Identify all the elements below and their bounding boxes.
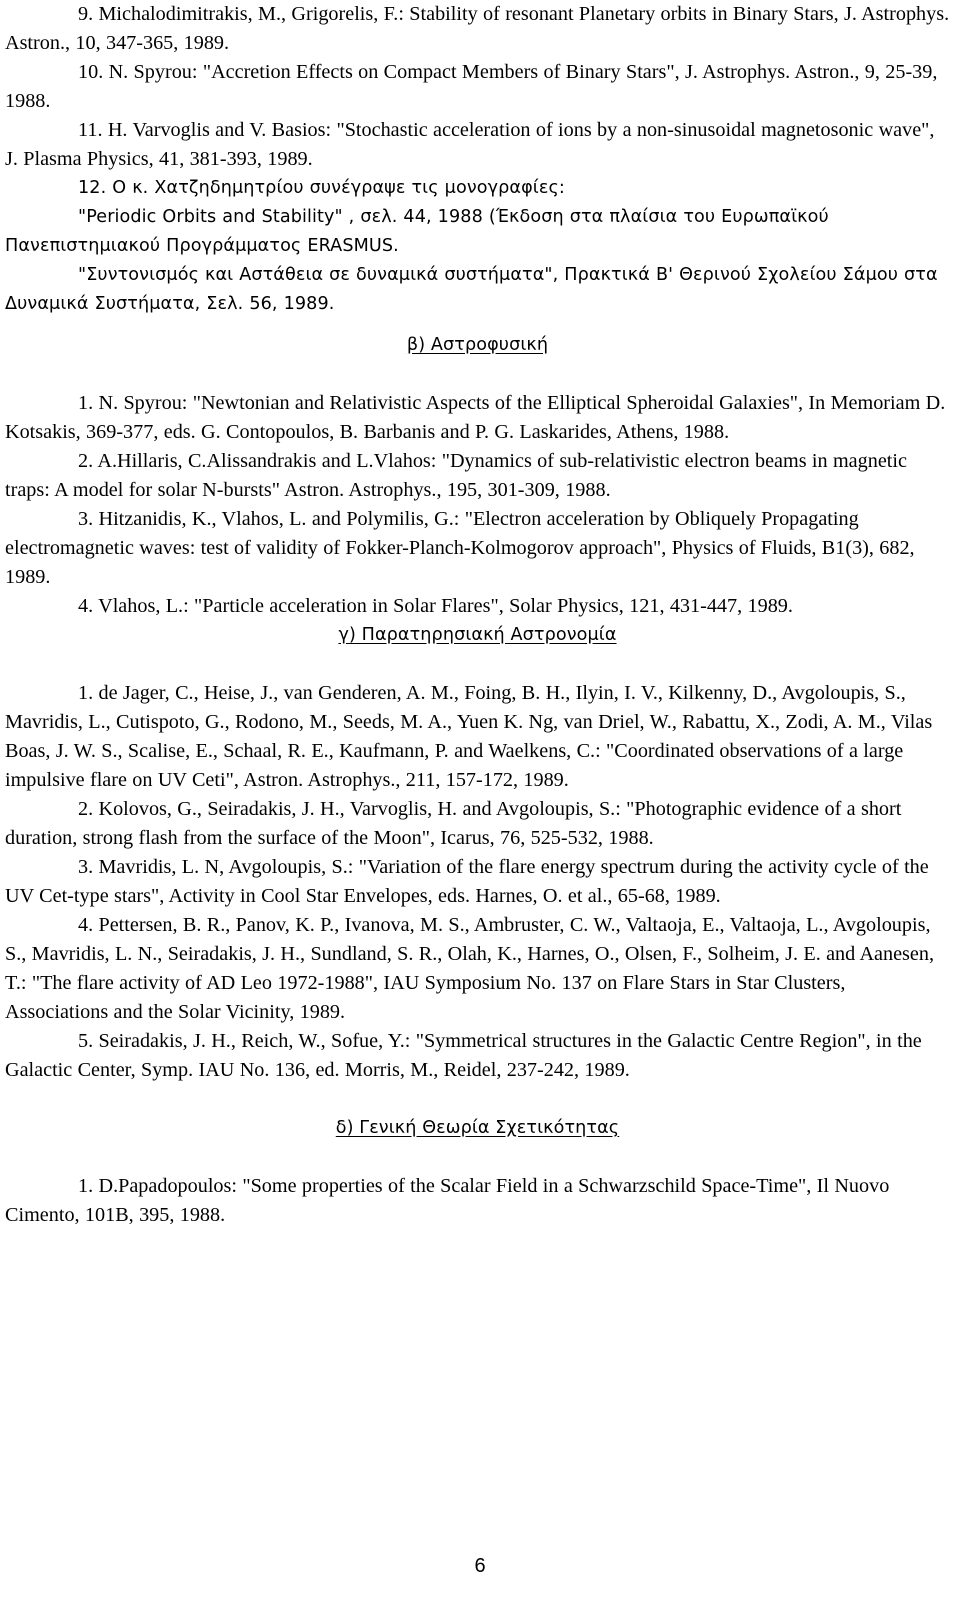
reference-entry: 3. Mavridis, L. N, Avgoloupis, S.: "Variation of the flare energy spectrum during the activity cycle of the UV Cet-type stars", Activity in Cool Star Envelopes, eds. Harnes, O. et al., 65-68, 1989. [5, 856, 929, 907]
reference-entry: 3. Hitzanidis, K., Vlahos, L. and Polymilis, G.: "Electron acceleration by Obliquely Propagating electromagnetic waves: test of validity of Fokker-Planch-Kolmogorov approach", Physics of Fluids, B1(3), 682, 1989. [5, 508, 915, 588]
reference-entry: 2. A.Hillaris, C.Alissandrakis and L.Vlahos: "Dynamics of sub-relativistic electron beams in magnetic traps: A model for solar N-bursts" Astron. Astrophys., 195, 301-309, 1988. [5, 450, 907, 501]
reference-entry: "Periodic Orbits and Stability" , σελ. 44, 1988 (Έκδοση στα πλαίσια του Ευρωπαϊκού Πανεπιστημιακού Προγράμματος ERASMUS. [5, 207, 829, 256]
reference-entry: 1. D.Papadopoulos: "Some properties of the Scalar Field in a Schwarzschild Space-Time", Il Nuovo Cimento, 101B, 395, 1988. [5, 1175, 890, 1226]
section-heading-observational-astronomy: γ) Παρατηρησιακή Αστρονομία [338, 625, 617, 645]
page-number: 6 [474, 1555, 486, 1577]
reference-entry: 5. Seiradakis, J. H., Reich, W., Sofue, Y.: "Symmetrical structures in the Galactic Centre Region", in the Galactic Center, Symp. IAU No. 136, ed. Morris, M., Reidel, 237-242, 1989. [5, 1030, 922, 1081]
reference-entry: "Συντονισμός και Αστάθεια σε δυναμικά συστήματα", Πρακτικά Β' Θερινού Σχολείου Σάμου στα Δυναμικά Συστήματα, Σελ. 56, 1989. [5, 265, 938, 314]
reference-entry: 10. N. Spyrou: "Accretion Effects on Compact Members of Binary Stars", J. Astrophys. Astron., 9, 25-39, 1988. [5, 61, 938, 112]
reference-entry: 12. Ο κ. Χατζηδημητρίου συνέγραψε τις μονογραφίες: [78, 178, 565, 198]
reference-entry: 1. N. Spyrou: "Newtonian and Relativistic Aspects of the Elliptical Spheroidal Galaxies", In Memoriam D. Kotsakis, 369-377, eds. G. Contopoulos, B. Barbanis and P. G. Laskarides, Athens, 1988. [5, 392, 946, 443]
reference-entry: 1. de Jager, C., Heise, J., van Genderen, A. M., Foing, B. H., Ilyin, I. V., Kilkenny, D., Avgoloupis, S., Mavridis, L., Cutispoto, G., Rodono, M., Seeds, M. A., Yuen K. Ng, van Driel, W., Rabattu, X., Zodi, A. M., Vilas Boas, J. W. S., Scalise, E., Schaal, R. E., Kaufmann, P. and Waelkens, C.: "Coordinated observations of a large impulsive flare on UV Ceti", Astron. Astrophys., 211, 157-172, 1989. [5, 682, 933, 791]
reference-entry: 11. H. Varvoglis and V. Basios: "Stochastic acceleration of ions by a non-sinusoidal magnetosonic wave", J. Plasma Physics, 41, 381-393, 1989. [5, 119, 935, 170]
document-page [5, 0, 950, 1230]
reference-entry: 4. Pettersen, B. R., Panov, K. P., Ivanova, M. S., Ambruster, C. W., Valtaoja, E., Valtaoja, L., Avgoloupis, S., Mavridis, L. N., Seiradakis, J. H., Sundland, S. R., Olah, K., Harnes, O., Olsen, F., Solheim, J. E. and Aanesen, T.: "The flare activity of AD Leo 1972-1988", IAU Symposium No. 137 on Flare Stars in Star Clusters, Associations and the Solar Vicinity, 1989. [5, 914, 935, 1023]
reference-entry: 9. Michalodimitrakis, M., Grigorelis, F.: Stability of resonant Planetary orbits in Binary Stars, J. Astrophys. Astron., 10, 347-365, 1989. [5, 3, 950, 54]
section-heading-astrophysics: β) Αστροφυσική [406, 335, 549, 355]
reference-entry: 4. Vlahos, L.: "Particle acceleration in Solar Flares", Solar Physics, 121, 431-447, 1989. [78, 595, 793, 617]
reference-entry: 2. Kolovos, G., Seiradakis, J. H., Varvoglis, H. and Avgoloupis, S.: "Photographic evidence of a short duration, strong flash from the surface of the Moon", Icarus, 76, 525-532, 1988. [5, 798, 902, 849]
section-heading-general-relativity: δ) Γενική Θεωρία Σχετικότητας [335, 1118, 620, 1138]
